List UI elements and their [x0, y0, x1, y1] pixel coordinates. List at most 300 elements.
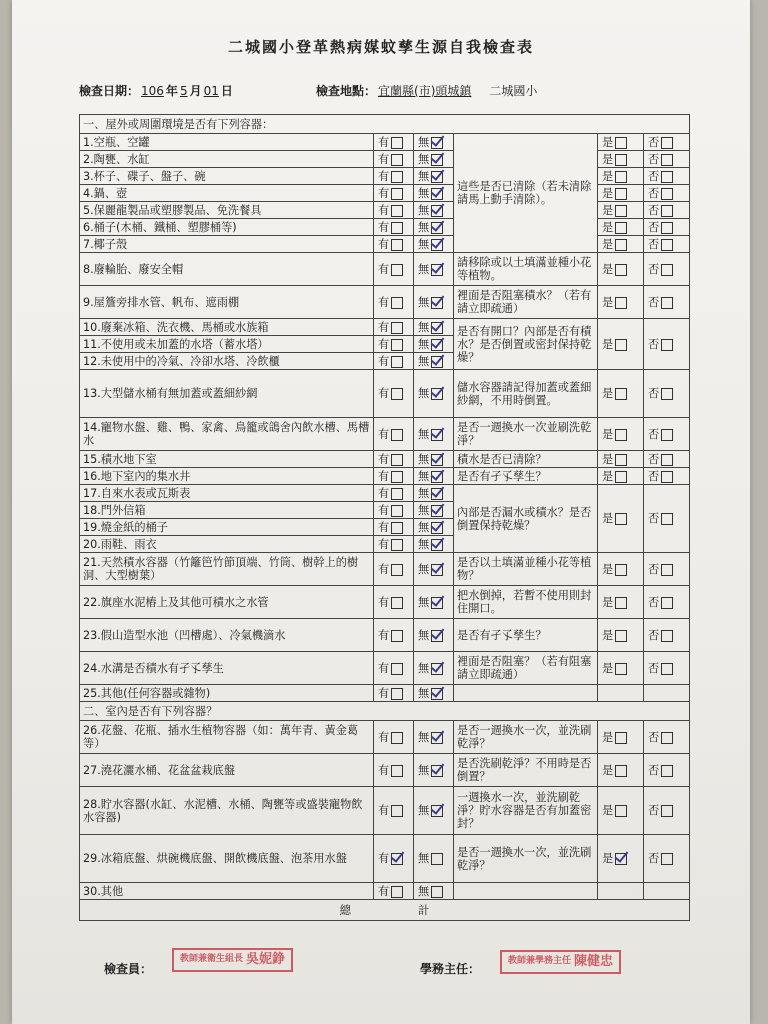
- yes-cell: [598, 370, 644, 418]
- checklist-row: [80, 202, 690, 219]
- no-label: 否: [648, 169, 660, 183]
- have-checkbox[interactable]: [391, 765, 403, 777]
- none-checkbox[interactable]: [431, 886, 443, 898]
- yes-checkbox[interactable]: [615, 663, 627, 675]
- none-cell: [414, 336, 454, 353]
- yes-cell: [598, 168, 644, 185]
- checklist-row: [80, 685, 690, 702]
- have-checkbox[interactable]: [391, 505, 403, 517]
- yes-checkbox[interactable]: [615, 154, 627, 166]
- no-label: 否: [648, 220, 660, 234]
- none-cell: [414, 652, 454, 685]
- have-checkbox[interactable]: [391, 339, 403, 351]
- question-text: 內部是否漏水或積水？是否倒置保持乾燥？: [454, 485, 598, 553]
- no-checkbox[interactable]: [661, 297, 673, 309]
- none-checkbox[interactable]: [431, 239, 443, 251]
- have-checkbox[interactable]: [391, 853, 403, 865]
- item-label: 25.其他(任何容器或雜物): [80, 685, 374, 702]
- none-label: 無: [418, 661, 430, 675]
- no-checkbox[interactable]: [661, 765, 673, 777]
- none-checkbox[interactable]: [431, 765, 443, 777]
- have-label: 有: [378, 262, 390, 276]
- have-checkbox[interactable]: [391, 356, 403, 368]
- yes-checkbox[interactable]: [615, 853, 627, 865]
- yes-label: 是: [602, 595, 614, 609]
- have-checkbox[interactable]: [391, 239, 403, 251]
- yes-cell: [598, 134, 644, 151]
- question-text: 一週換水一次，並洗刷乾淨？貯水容器是否有加蓋密封？: [454, 787, 598, 835]
- director-label: 學務主任：: [420, 962, 481, 976]
- have-cell: [374, 553, 414, 586]
- no-label: 否: [648, 452, 660, 466]
- none-cell: [414, 468, 454, 485]
- item-label: 21.天然積水容器（竹籬笆竹節頂端、竹筒、樹幹上的樹洞、大型樹葉）: [80, 553, 374, 586]
- have-label: 有: [378, 686, 390, 700]
- none-cell: [414, 502, 454, 519]
- inspection-form-sheet: [12, 0, 750, 1024]
- have-label: 有: [378, 203, 390, 217]
- no-cell: [644, 468, 690, 485]
- have-cell: [374, 185, 414, 202]
- yes-checkbox[interactable]: [615, 188, 627, 200]
- question-text: 裡面是否阻塞？（若有阻塞請立即疏通）: [454, 652, 598, 685]
- no-checkbox[interactable]: [661, 513, 673, 525]
- have-cell: [374, 536, 414, 553]
- inspector-name: 吳妮錚: [246, 952, 286, 967]
- no-checkbox[interactable]: [661, 188, 673, 200]
- question-text: 這些是否已清除（若未清除請馬上動手清除）。: [454, 134, 598, 253]
- yes-cell: [598, 418, 644, 451]
- item-label: 9.屋簷旁排水管、帆布、遮雨棚: [80, 286, 374, 319]
- no-label: 否: [648, 469, 660, 483]
- director-stamp: [500, 950, 621, 974]
- no-checkbox[interactable]: [661, 805, 673, 817]
- no-empty: [644, 883, 690, 900]
- have-checkbox[interactable]: [391, 171, 403, 183]
- none-label: 無: [418, 686, 430, 700]
- none-checkbox[interactable]: [431, 429, 443, 441]
- no-label: 否: [648, 730, 660, 744]
- no-label: 否: [648, 337, 660, 351]
- item-label: 15.積水地下室: [80, 451, 374, 468]
- none-label: 無: [418, 237, 430, 251]
- yes-cell: [598, 286, 644, 319]
- none-label: 無: [418, 562, 430, 576]
- have-checkbox[interactable]: [391, 454, 403, 466]
- none-cell: [414, 319, 454, 336]
- yes-checkbox[interactable]: [615, 137, 627, 149]
- date-day: 01: [203, 84, 219, 98]
- yes-checkbox[interactable]: [615, 805, 627, 817]
- no-checkbox[interactable]: [661, 222, 673, 234]
- no-cell: [644, 835, 690, 883]
- none-checkbox[interactable]: [431, 154, 443, 166]
- none-checkbox[interactable]: [431, 597, 443, 609]
- have-cell: [374, 286, 414, 319]
- yes-cell: [598, 253, 644, 286]
- have-cell: [374, 502, 414, 519]
- none-cell: [414, 536, 454, 553]
- none-cell: [414, 721, 454, 754]
- yes-checkbox[interactable]: [615, 264, 627, 276]
- no-checkbox[interactable]: [661, 264, 673, 276]
- item-label: 6.桶子(木桶、鐵桶、塑膠桶等): [80, 219, 374, 236]
- no-label: 否: [648, 562, 660, 576]
- none-label: 無: [418, 220, 430, 234]
- no-cell: [644, 185, 690, 202]
- checklist-row: [80, 883, 690, 900]
- yes-cell: [598, 485, 644, 553]
- none-cell: [414, 370, 454, 418]
- none-checkbox[interactable]: [431, 356, 443, 368]
- none-checkbox[interactable]: [431, 564, 443, 576]
- no-checkbox[interactable]: [661, 154, 673, 166]
- item-label: 1.空瓶、空罐: [80, 134, 374, 151]
- have-cell: [374, 451, 414, 468]
- have-checkbox[interactable]: [391, 522, 403, 534]
- have-checkbox[interactable]: [391, 732, 403, 744]
- have-label: 有: [378, 469, 390, 483]
- yes-checkbox[interactable]: [615, 222, 627, 234]
- yes-label: 是: [602, 169, 614, 183]
- none-cell: [414, 835, 454, 883]
- have-checkbox[interactable]: [391, 222, 403, 234]
- none-checkbox[interactable]: [431, 454, 443, 466]
- none-cell: [414, 418, 454, 451]
- have-checkbox[interactable]: [391, 564, 403, 576]
- none-cell: [414, 151, 454, 168]
- item-label: 12.未使用中的冷氣、冷卻水塔、冷飲櫃: [80, 353, 374, 370]
- no-label: 否: [648, 427, 660, 441]
- have-cell: [374, 883, 414, 900]
- no-cell: [644, 151, 690, 168]
- yes-cell: [598, 586, 644, 619]
- item-label: 23.假山造型水池（凹槽處）、冷氣機滴水: [80, 619, 374, 652]
- none-cell: [414, 219, 454, 236]
- no-cell: [644, 553, 690, 586]
- yes-label: 是: [602, 730, 614, 744]
- checklist-row: [80, 468, 690, 485]
- have-cell: [374, 652, 414, 685]
- no-checkbox[interactable]: [661, 137, 673, 149]
- none-checkbox[interactable]: [431, 471, 443, 483]
- question-text: 是否洗刷乾淨？不用時是否倒置？: [454, 754, 598, 787]
- none-checkbox[interactable]: [431, 488, 443, 500]
- none-checkbox[interactable]: [431, 522, 443, 534]
- year-unit: 年: [165, 84, 178, 98]
- yes-checkbox[interactable]: [615, 732, 627, 744]
- have-checkbox[interactable]: [391, 264, 403, 276]
- have-cell: [374, 319, 414, 336]
- none-checkbox[interactable]: [431, 222, 443, 234]
- have-label: 有: [378, 169, 390, 183]
- have-checkbox[interactable]: [391, 322, 403, 334]
- yes-cell: [598, 185, 644, 202]
- none-label: 無: [418, 486, 430, 500]
- yes-checkbox[interactable]: [615, 205, 627, 217]
- none-cell: [414, 553, 454, 586]
- question-text: 儲水容器請記得加蓋或蓋細紗網，不用時倒置。: [454, 370, 598, 418]
- none-label: 無: [418, 520, 430, 534]
- checklist-row: [80, 652, 690, 685]
- have-label: 有: [378, 452, 390, 466]
- yes-label: 是: [602, 262, 614, 276]
- have-label: 有: [378, 354, 390, 368]
- yes-cell: [598, 219, 644, 236]
- have-label: 有: [378, 537, 390, 551]
- item-label: 16.地下室內的集水井: [80, 468, 374, 485]
- have-checkbox[interactable]: [391, 630, 403, 642]
- have-cell: [374, 586, 414, 619]
- have-checkbox[interactable]: [391, 297, 403, 309]
- no-cell: [644, 451, 690, 468]
- no-label: 否: [648, 852, 660, 865]
- no-cell: [644, 319, 690, 370]
- yes-checkbox[interactable]: [615, 765, 627, 777]
- have-label: 有: [378, 763, 390, 777]
- no-checkbox[interactable]: [661, 205, 673, 217]
- checklist-row: [80, 253, 690, 286]
- have-checkbox[interactable]: [391, 137, 403, 149]
- question-text: 裡面是否阻塞積水？（若有請立即疏通）: [454, 286, 598, 319]
- have-label: 有: [378, 387, 390, 400]
- none-checkbox[interactable]: [431, 732, 443, 744]
- yes-checkbox[interactable]: [615, 429, 627, 441]
- inspection-location: [316, 82, 537, 99]
- no-checkbox[interactable]: [661, 171, 673, 183]
- none-checkbox[interactable]: [431, 137, 443, 149]
- yes-checkbox[interactable]: [615, 630, 627, 642]
- none-label: 無: [418, 427, 430, 441]
- no-label: 否: [648, 262, 660, 276]
- none-checkbox[interactable]: [431, 539, 443, 551]
- inspector-label: 檢查員：: [104, 962, 153, 976]
- have-cell: [374, 134, 414, 151]
- none-checkbox[interactable]: [431, 297, 443, 309]
- date-month: 5: [179, 84, 188, 98]
- question-text: 是否一週換水一次，並洗刷乾淨？: [454, 835, 598, 883]
- yes-checkbox[interactable]: [615, 597, 627, 609]
- have-checkbox[interactable]: [391, 388, 403, 400]
- yes-label: 是: [602, 186, 614, 200]
- question-text: 積水是否已清除？: [454, 451, 598, 468]
- none-checkbox[interactable]: [431, 171, 443, 183]
- none-label: 無: [418, 852, 430, 865]
- yes-checkbox[interactable]: [615, 388, 627, 400]
- none-label: 無: [418, 203, 430, 217]
- yes-cell: [598, 451, 644, 468]
- location-value: 宜蘭縣(市)頭城鎮: [378, 84, 472, 98]
- checklist-row: [80, 485, 690, 502]
- total-row: 總 計: [80, 900, 690, 921]
- yes-label: 是: [602, 661, 614, 675]
- have-cell: [374, 835, 414, 883]
- yes-label: 是: [602, 469, 614, 483]
- no-checkbox[interactable]: [661, 564, 673, 576]
- yes-empty: [598, 685, 644, 702]
- have-label: 有: [378, 486, 390, 500]
- item-label: 26.花盤、花瓶、插水生植物容器（如：萬年青、黃金葛等）: [80, 721, 374, 754]
- no-cell: [644, 286, 690, 319]
- question-text: 是否一週換水一次並刷洗乾淨？: [454, 418, 598, 451]
- no-checkbox[interactable]: [661, 663, 673, 675]
- none-checkbox[interactable]: [431, 388, 443, 400]
- checklist-row: [80, 418, 690, 451]
- none-cell: [414, 202, 454, 219]
- no-checkbox[interactable]: [661, 429, 673, 441]
- yes-cell: [598, 721, 644, 754]
- none-checkbox[interactable]: [431, 688, 443, 700]
- yes-checkbox[interactable]: [615, 239, 627, 251]
- no-cell: [644, 721, 690, 754]
- checklist-table: [79, 114, 690, 921]
- yes-cell: [598, 835, 644, 883]
- item-label: 30.其他: [80, 883, 374, 900]
- item-label: 19.燒金紙的桶子: [80, 519, 374, 536]
- no-checkbox[interactable]: [661, 597, 673, 609]
- yes-label: 是: [602, 763, 614, 777]
- no-checkbox[interactable]: [661, 853, 673, 865]
- item-label: 4.鍋、壺: [80, 185, 374, 202]
- no-checkbox[interactable]: [661, 388, 673, 400]
- item-label: 28.貯水容器(水缸、水泥槽、水桶、陶甕等或盛裝寵物飲水容器): [80, 787, 374, 835]
- question-empty: [454, 883, 598, 900]
- no-cell: [644, 652, 690, 685]
- yes-label: 是: [602, 152, 614, 166]
- no-label: 否: [648, 237, 660, 251]
- no-label: 否: [648, 763, 660, 777]
- have-checkbox[interactable]: [391, 429, 403, 441]
- yes-label: 是: [602, 203, 614, 217]
- no-checkbox[interactable]: [661, 732, 673, 744]
- no-cell: [644, 202, 690, 219]
- checklist-row: [80, 151, 690, 168]
- have-cell: [374, 219, 414, 236]
- item-label: 22.旗座水泥樁上及其他可積水之水管: [80, 586, 374, 619]
- none-checkbox[interactable]: [431, 322, 443, 334]
- question-text: 把水倒掉，若暫不使用則封住開口。: [454, 586, 598, 619]
- no-cell: [644, 370, 690, 418]
- have-checkbox[interactable]: [391, 597, 403, 609]
- none-label: 無: [418, 320, 430, 334]
- none-label: 無: [418, 295, 430, 309]
- director-stamp-title: 教師兼學務主任: [508, 956, 572, 966]
- have-label: 有: [378, 628, 390, 642]
- no-checkbox[interactable]: [661, 630, 673, 642]
- item-label: 2.陶甕、水缸: [80, 151, 374, 168]
- item-label: 14.寵物水盤、雞、鴨、家禽、鳥籠或鴿舍內飲水槽、馬槽水: [80, 418, 374, 451]
- yes-checkbox[interactable]: [615, 297, 627, 309]
- have-cell: [374, 151, 414, 168]
- yes-cell: [598, 787, 644, 835]
- yes-checkbox[interactable]: [615, 471, 627, 483]
- none-checkbox[interactable]: [431, 630, 443, 642]
- have-cell: [374, 519, 414, 536]
- inspector-stamp-title: 教師兼衛生組長: [180, 954, 244, 964]
- none-label: 無: [418, 884, 430, 898]
- have-checkbox[interactable]: [391, 663, 403, 675]
- item-label: 27.澆花灑水桶、花盆盆栽底盤: [80, 754, 374, 787]
- date-year: 106: [141, 84, 164, 98]
- section-heading: 一、屋外或周圍環境是否有下列容器：: [80, 115, 690, 134]
- none-label: 無: [418, 135, 430, 149]
- yes-cell: [598, 319, 644, 370]
- have-checkbox[interactable]: [391, 805, 403, 817]
- have-cell: [374, 468, 414, 485]
- none-checkbox[interactable]: [431, 805, 443, 817]
- no-cell: [644, 619, 690, 652]
- no-cell: [644, 134, 690, 151]
- yes-checkbox[interactable]: [615, 513, 627, 525]
- no-checkbox[interactable]: [661, 339, 673, 351]
- yes-label: 是: [602, 220, 614, 234]
- have-label: 有: [378, 884, 390, 898]
- none-checkbox[interactable]: [431, 663, 443, 675]
- have-checkbox[interactable]: [391, 886, 403, 898]
- have-label: 有: [378, 295, 390, 309]
- none-checkbox[interactable]: [431, 505, 443, 517]
- have-checkbox[interactable]: [391, 688, 403, 700]
- none-checkbox[interactable]: [431, 188, 443, 200]
- yes-checkbox[interactable]: [615, 564, 627, 576]
- no-label: 否: [648, 135, 660, 149]
- none-checkbox[interactable]: [431, 264, 443, 276]
- yes-checkbox[interactable]: [615, 339, 627, 351]
- no-cell: [644, 787, 690, 835]
- have-cell: [374, 236, 414, 253]
- none-cell: [414, 586, 454, 619]
- have-label: 有: [378, 730, 390, 744]
- yes-checkbox[interactable]: [615, 171, 627, 183]
- have-checkbox[interactable]: [391, 205, 403, 217]
- item-label: 11.不使用或未加蓋的水塔（蓄水塔）: [80, 336, 374, 353]
- location-label: 檢查地點：: [316, 84, 377, 98]
- have-checkbox[interactable]: [391, 188, 403, 200]
- no-cell: [644, 754, 690, 787]
- none-checkbox[interactable]: [431, 853, 443, 865]
- no-checkbox[interactable]: [661, 239, 673, 251]
- no-checkbox[interactable]: [661, 471, 673, 483]
- item-label: 5.保麗龍製品或塑膠製品、免洗餐具: [80, 202, 374, 219]
- none-checkbox[interactable]: [431, 339, 443, 351]
- no-checkbox[interactable]: [661, 454, 673, 466]
- yes-checkbox[interactable]: [615, 454, 627, 466]
- have-cell: [374, 754, 414, 787]
- yes-label: 是: [602, 237, 614, 251]
- yes-label: 是: [602, 562, 614, 576]
- checklist-row: [80, 451, 690, 468]
- none-checkbox[interactable]: [431, 205, 443, 217]
- item-label: 8.廢輪胎、廢安全帽: [80, 253, 374, 286]
- none-cell: [414, 883, 454, 900]
- have-cell: [374, 336, 414, 353]
- none-label: 無: [418, 595, 430, 609]
- have-label: 有: [378, 562, 390, 576]
- have-checkbox[interactable]: [391, 488, 403, 500]
- question-empty: [454, 685, 598, 702]
- yes-label: 是: [602, 512, 614, 525]
- yes-label: 是: [602, 135, 614, 149]
- have-checkbox[interactable]: [391, 154, 403, 166]
- none-cell: [414, 451, 454, 468]
- have-cell: [374, 787, 414, 835]
- have-checkbox[interactable]: [391, 539, 403, 551]
- item-label: 13.大型儲水桶有無加蓋或蓋細紗網: [80, 370, 374, 418]
- item-label: 20.雨鞋、雨衣: [80, 536, 374, 553]
- have-checkbox[interactable]: [391, 471, 403, 483]
- no-label: 否: [648, 152, 660, 166]
- none-cell: [414, 353, 454, 370]
